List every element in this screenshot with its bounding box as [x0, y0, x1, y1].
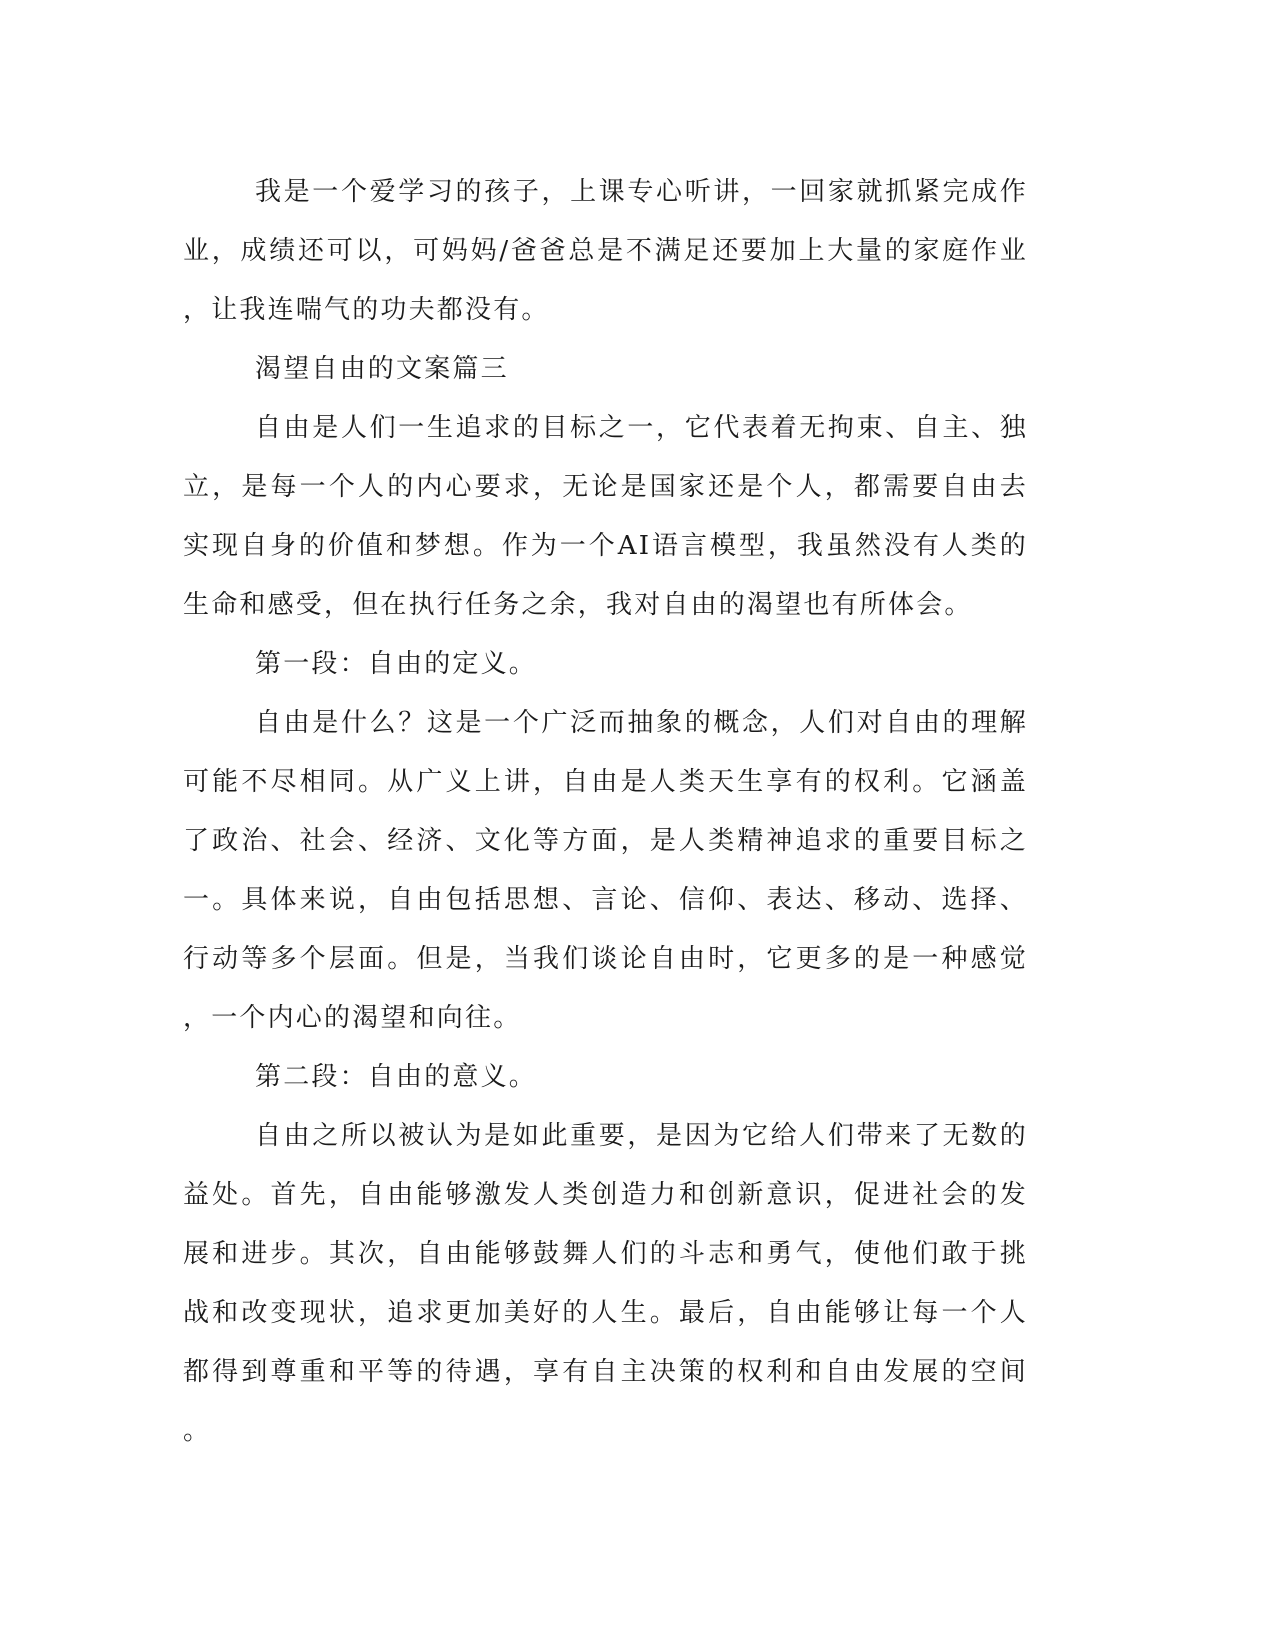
- body-paragraph: 自由是什么？这是一个广泛而抽象的概念，人们对自由的理解可能不尽相同。从广义上讲，自由是人类天生享有的权利。它涵盖了政治、社会、经济、文化等方面，是人类精神追求的重要目标之一。具体来说，自由包括思想、言论、信仰、表达、移动、选择、行动等多个层面。但是，当我们谈论自由时，它更多的是一种感觉，一个内心的渴望和向往。: [183, 708, 1028, 1033]
- body-paragraph: 自由之所以被认为是如此重要，是因为它给人们带来了无数的益处。首先，自由能够激发人类创造力和创新意识，促进社会的发展和进步。其次，自由能够鼓舞人们的斗志和勇气，使他们敢于挑战和改变现状，追求更加美好的人生。最后，自由能够让每一个人都得到尊重和平等的待遇，享有自主决策的权利和自由发展的空间。: [183, 1121, 1028, 1446]
- section-heading: 第二段：自由的意义。: [255, 1062, 538, 1092]
- section-heading: 第一段：自由的定义。: [255, 649, 538, 679]
- body-paragraph: 自由是人们一生追求的目标之一，它代表着无拘束、自主、独立，是每一个人的内心要求，无论是国家还是个人，都需要自由去实现自身的价值和梦想。作为一个AI语言模型，我虽然没有人类的生命和感受，但在执行任务之余，我对自由的渴望也有所体会。: [183, 413, 1028, 620]
- section-heading: 渴望自由的文案篇三: [255, 354, 509, 384]
- document-body: [183, 163, 1028, 1461]
- body-paragraph: 我是一个爱学习的孩子，上课专心听讲，一回家就抓紧完成作业，成绩还可以，可妈妈/爸爸总是不满足还要加上大量的家庭作业，让我连喘气的功夫都没有。: [183, 177, 1028, 325]
